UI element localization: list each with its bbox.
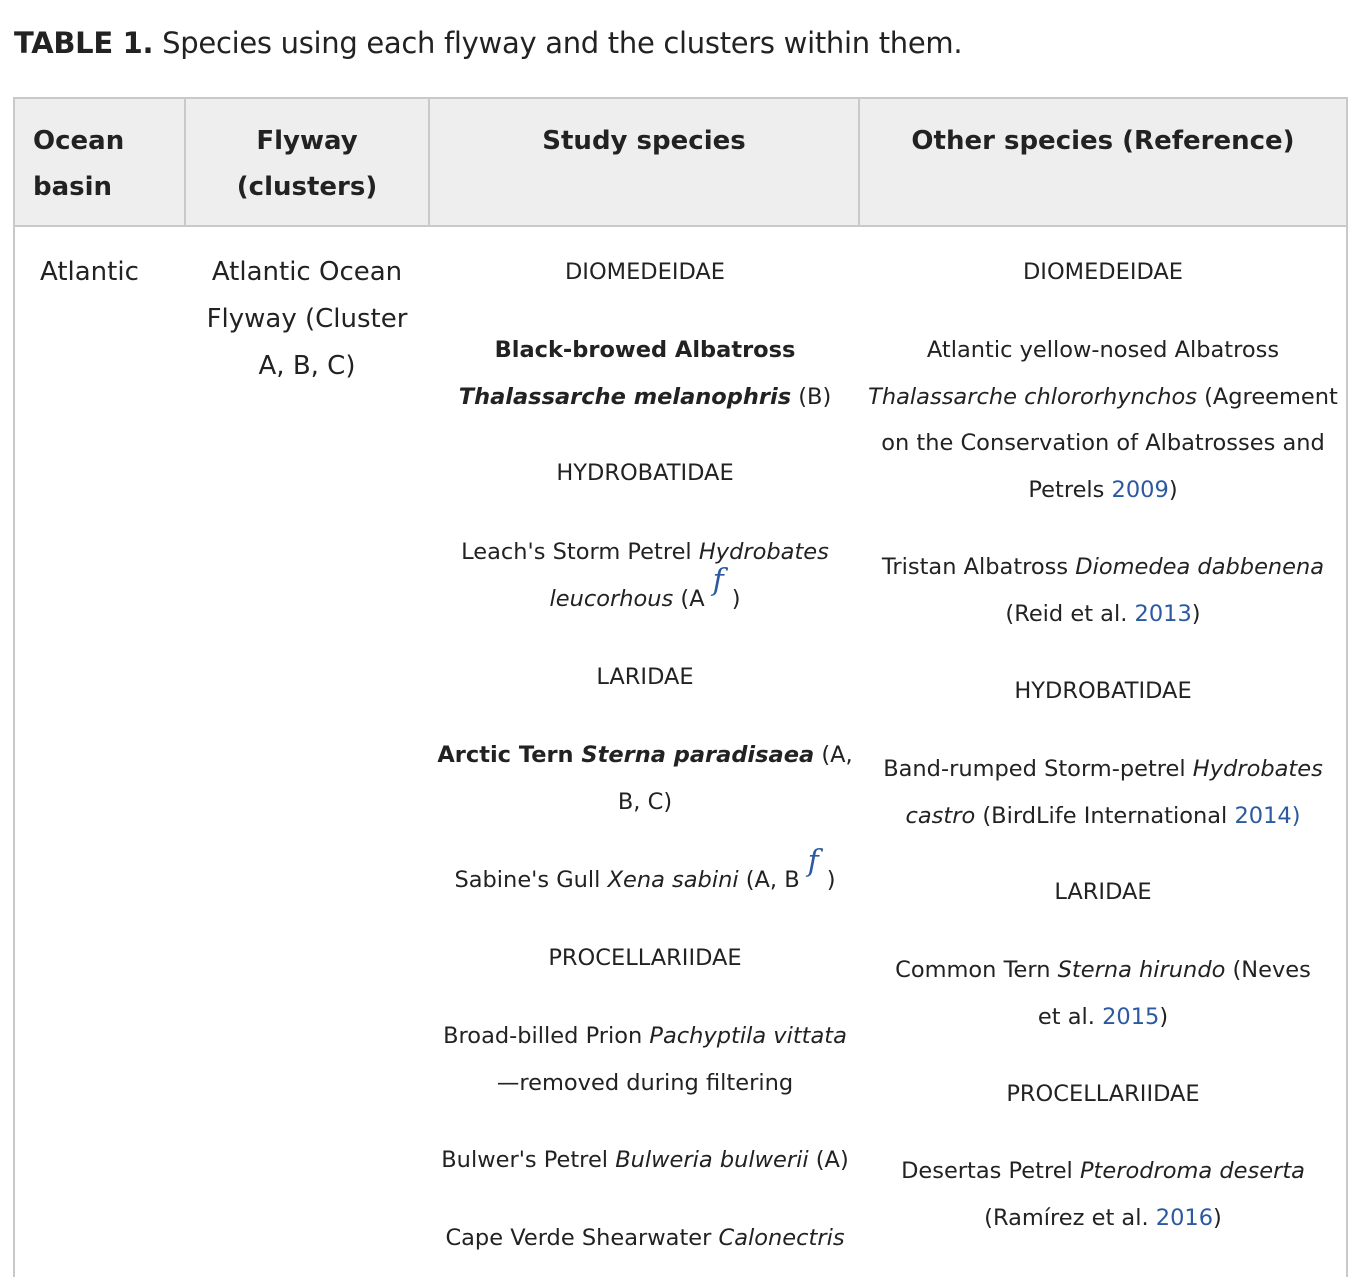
species-scientific-name: Diomedea dabbenena: [1075, 554, 1325, 580]
header-flyway: [184, 99, 428, 225]
flyway-line: Atlantic Ocean: [211, 257, 403, 287]
species-scientific-name: Xena sabini: [607, 867, 739, 893]
species-common-name: Common Tern: [895, 957, 1058, 983]
reference-year-link[interactable]: 2016: [1155, 1204, 1214, 1231]
species-reference-close: ): [1191, 600, 1201, 627]
species-scientific-name: Hydrobates: [1192, 756, 1323, 782]
species-scientific-name: Bulweria bulwerii: [615, 1147, 809, 1173]
species-common-name: Bulwer's Petrel: [441, 1147, 616, 1173]
reference-year-link[interactable]: 2015: [1102, 1003, 1160, 1030]
species-cluster: (B): [791, 383, 832, 410]
species-scientific-name: Hydrobates: [698, 539, 829, 565]
header-ocean-line1: Ocean: [33, 126, 125, 156]
species-cluster: B, C): [617, 788, 673, 815]
header-ocean-line2: basin: [33, 172, 113, 202]
caption-text: Species using each flyway and the clusters within them.: [153, 26, 963, 60]
species-entry: [430, 529, 860, 622]
species-cluster: (A,: [814, 742, 853, 768]
species-reference-close: ): [1213, 1204, 1222, 1231]
species-scientific-name: Calonectris: [718, 1225, 845, 1251]
cell-ocean-basin: Atlantic: [40, 257, 139, 287]
header-flyway-line1: Flyway: [256, 126, 358, 156]
species-entry: [860, 1148, 1346, 1241]
species-reference: (Agreement: [1196, 383, 1338, 410]
family-heading: LARIDAE: [1054, 879, 1152, 905]
species-entry: [860, 746, 1346, 839]
reference-year-link[interactable]: 2009: [1111, 476, 1169, 503]
species-entry: [430, 844, 860, 904]
flyway-line: A, B, C): [258, 351, 356, 381]
species-common-name: Broad-billed Prion: [443, 1023, 650, 1049]
species-common-name: Band-rumped Storm-petrel: [883, 756, 1193, 782]
footnote-link[interactable]: f: [712, 562, 724, 598]
species-entry: [430, 1137, 860, 1184]
species-reference: (Neves: [1225, 957, 1311, 983]
species-common-name: Desertas Petrel: [901, 1158, 1080, 1184]
species-note: —removed during filtering: [496, 1069, 794, 1096]
species-common-name: Arctic Tern: [437, 742, 582, 768]
species-reference-close: ): [1168, 476, 1178, 503]
species-reference-close: ): [1159, 1003, 1169, 1030]
family-heading: HYDROBATIDAE: [556, 460, 734, 486]
species-scientific-name: Pachyptila vittata: [649, 1023, 847, 1049]
species-scientific-name: Thalassarche chlororhynchos: [868, 383, 1197, 410]
species-cluster: (A: [673, 585, 705, 612]
species-scientific-name: Thalassarche melanophris: [458, 383, 792, 410]
species-entry: [430, 1215, 860, 1262]
species-reference: Petrels: [1028, 476, 1112, 503]
species-entry: [860, 327, 1346, 513]
species-cluster: (A, B: [738, 867, 800, 893]
header-other-species: Other species (Reference): [858, 99, 1346, 225]
species-common-name: Sabine's Gull: [454, 867, 608, 893]
species-reference: et al.: [1037, 1003, 1103, 1030]
species-entry: [430, 732, 860, 825]
species-entry: [860, 947, 1346, 1040]
species-scientific-name: leucorhous: [549, 585, 674, 612]
header-study-species: Study species: [428, 99, 858, 225]
table-header-row: [15, 99, 1346, 227]
flyway-line: Flyway (Cluster: [206, 304, 408, 334]
footnote-link[interactable]: f: [807, 844, 819, 879]
table-caption: [14, 24, 962, 62]
reference-year-link[interactable]: 2013: [1134, 600, 1192, 627]
species-reference: (Reid et al.: [1005, 600, 1135, 627]
species-scientific-name: castro: [905, 802, 976, 829]
species-common-name: Tristan Albatross: [881, 554, 1076, 580]
species-common-name: Cape Verde Shearwater: [445, 1225, 719, 1251]
family-heading: DIOMEDEIDAE: [1022, 259, 1184, 285]
species-entry: [860, 544, 1346, 637]
species-entry: [430, 327, 860, 420]
species-common-name: Leach's Storm Petrel: [461, 539, 699, 565]
cell-flyway: [200, 249, 414, 390]
species-cluster-close: ): [826, 867, 836, 893]
family-heading: PROCELLARIIDAE: [548, 945, 742, 971]
family-heading: DIOMEDEIDAE: [564, 259, 726, 285]
species-scientific-name: Sterna hirundo: [1057, 957, 1226, 983]
family-heading: LARIDAE: [596, 664, 694, 690]
family-heading: PROCELLARIIDAE: [1006, 1081, 1200, 1107]
header-flyway-line2: (clusters): [236, 172, 378, 202]
family-heading: HYDROBATIDAE: [1014, 678, 1192, 704]
species-table: [13, 97, 1348, 1277]
species-reference: (BirdLife International: [975, 802, 1235, 829]
species-entry: [430, 1013, 860, 1106]
species-scientific-name: Sterna paradisaea: [581, 742, 815, 768]
species-scientific-name: Pterodroma deserta: [1079, 1158, 1305, 1184]
header-ocean-basin: [15, 99, 184, 225]
species-cluster-close: ): [731, 585, 741, 612]
species-common-name: Black-browed Albatross: [494, 337, 796, 363]
species-reference: on the Conservation of Albatrosses and: [881, 430, 1325, 456]
species-common-name: Atlantic yellow-nosed Albatross: [926, 337, 1280, 363]
species-reference: (Ramírez et al.: [984, 1204, 1156, 1231]
caption-label: TABLE 1.: [14, 26, 154, 60]
species-reference-close: ): [1291, 802, 1301, 829]
reference-year-link[interactable]: 2014: [1234, 802, 1292, 829]
species-cluster: (A): [808, 1147, 849, 1173]
